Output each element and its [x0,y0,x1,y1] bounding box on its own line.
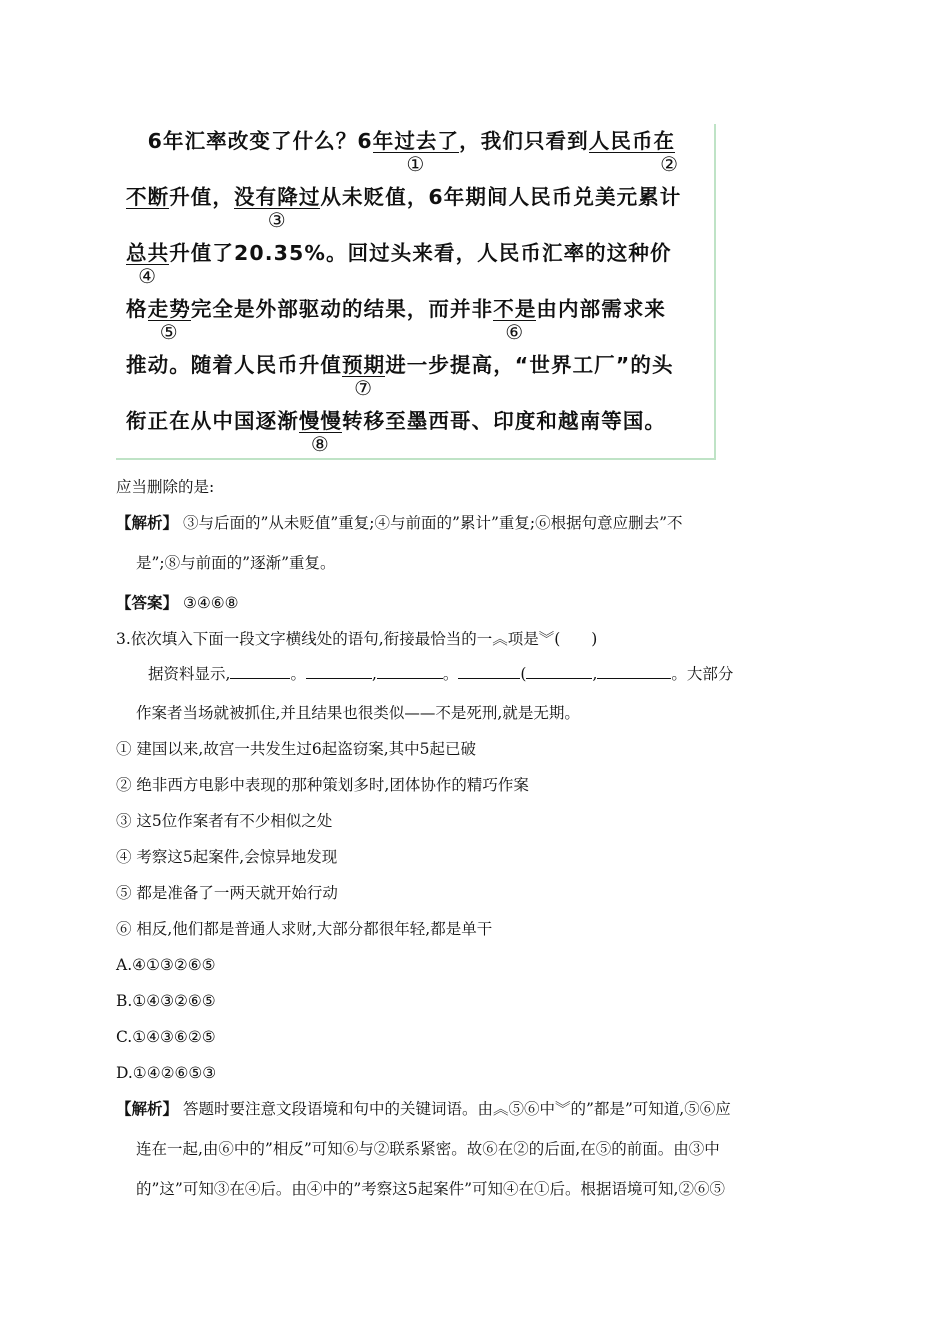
circled-number: ④ [138,264,158,288]
figure-line [126,236,716,288]
fill-blank-3[interactable] [377,662,443,679]
analysis-tag: 【解析】 [116,1099,179,1118]
figure-text: 推动。随着人民币升值 [126,353,342,377]
underlined-phrase: 不是 ⑥ [493,297,537,344]
q3-item: ② 绝非西方电影中表现的那种策划多时,团体协作的精巧作案 [116,776,529,794]
q3-analysis [116,1098,731,1120]
q2-analysis [116,512,683,534]
fill-blank-4[interactable] [458,662,520,679]
circled-number: ⑦ [354,376,374,400]
figure-text: 完全是外部驱动的结果，而并非 [190,297,494,321]
analysis-text: ③与后面的”从未贬值”重复;④与前面的”累计”重复;⑥根据句意应删去”不 [182,514,683,532]
figure-text: 进一步提高，“世界工厂”的头 [385,353,674,377]
fill-blank-2[interactable] [306,662,372,679]
q3-item: ③ 这5位作案者有不少相似之处 [116,812,333,830]
figure-text: ，我们只看到 [459,129,589,153]
figure-text: 衔正在从中国逐渐 [126,409,299,433]
answer-tag: 【答案】 [116,593,179,612]
underlined-phrase: 人民币在 ② [588,129,680,176]
q3-analysis-cont: 连在一起,由⑥中的”相反”可知⑥与②联系紧密。故⑥在②的后面,在⑤的前面。由③中 [136,1140,720,1158]
q2-answer [116,592,239,614]
q3-paragraph-cont: 作案者当场就被抓住,并且结果也很类似——不是死刑,就是无期。 [136,704,580,722]
underlined-phrase: 走势 ⑤ [147,297,191,344]
underlined-phrase: 年过去了 ① [372,129,460,176]
underlined-phrase: 不断 [126,185,170,209]
q3-item: ① 建国以来,故宫一共发生过6起盗窃案,其中5起已破 [116,740,477,758]
figure-text: 升值了20.35%。回过头来看，人民币汇率的这种价 [169,241,672,265]
q3-item: ④ 考察这5起案件,会惊异地发现 [116,848,338,866]
figure-text: 从未贬值，6年期间人民币兑美元累计 [320,185,682,209]
underlined-phrase: 没有降过 ③ [234,185,321,232]
analysis-tag: 【解析】 [116,513,179,532]
option-d[interactable]: D.①④②⑥⑤③ [116,1064,217,1082]
circled-number: ⑧ [310,432,330,456]
q2-prompt: 应当删除的是: [116,478,215,496]
figure-text: 转移至墨西哥、印度和越南等国。 [342,409,667,433]
q3-item: ⑤ 都是准备了一两天就开始行动 [116,884,338,902]
underlined-phrase: 预期 ⑦ [342,353,386,400]
underlined-phrase: 总共 ④ [126,241,170,288]
q3-analysis-cont: 的”这”可知③在④后。由④中的”考察这5起案件”可知④在①后。根据语境可知,②⑥⑤ [136,1180,725,1198]
circled-number: ② [660,152,680,176]
figure-line [126,292,716,344]
circled-number: ① [406,152,426,176]
figure-line [126,404,716,456]
answer-text: ③④⑥⑧ [182,594,239,612]
q3-paragraph: 据资料显示, 。 , 。 ( , 。大部分 [148,662,733,685]
q2-analysis-cont: 是”;⑧与前面的”逐渐”重复。 [136,554,336,572]
underlined-phrase: 慢慢 ⑧ [298,409,343,456]
circled-number: ③ [267,208,287,232]
q3-stem: 3.依次填入下面一段文字横线处的语句,衔接最恰当的一︽项是︾( ) [116,630,598,648]
figure-text: 6年汇率改变了什么？6 [126,129,373,153]
circled-number: ⑥ [505,320,525,344]
figure-text: 由内部需求来 [536,297,667,321]
option-b[interactable]: B.①④③②⑥⑤ [116,992,216,1010]
q3-item: ⑥ 相反,他们都是普通人求财,大部分都很年轻,都是单干 [116,920,493,938]
circled-number: ⑤ [159,320,179,344]
figure-text: 升值， [169,185,235,209]
exercise-figure [116,124,716,460]
figure-text: 格 [126,297,148,321]
analysis-text: 答题时要注意文段语境和句中的关键词语。由︽⑤⑥中︾的”都是”可知道,⑤⑥应 [182,1100,731,1118]
fill-blank-5[interactable] [526,662,592,679]
figure-line [126,348,716,400]
figure-line [126,180,716,232]
option-a[interactable]: A.④①③②⑥⑤ [116,956,216,974]
fill-blank-1[interactable] [230,662,290,679]
option-c[interactable]: C.①④③⑥②⑤ [116,1028,216,1046]
figure-line [126,124,716,176]
fill-blank-6[interactable] [597,662,671,679]
